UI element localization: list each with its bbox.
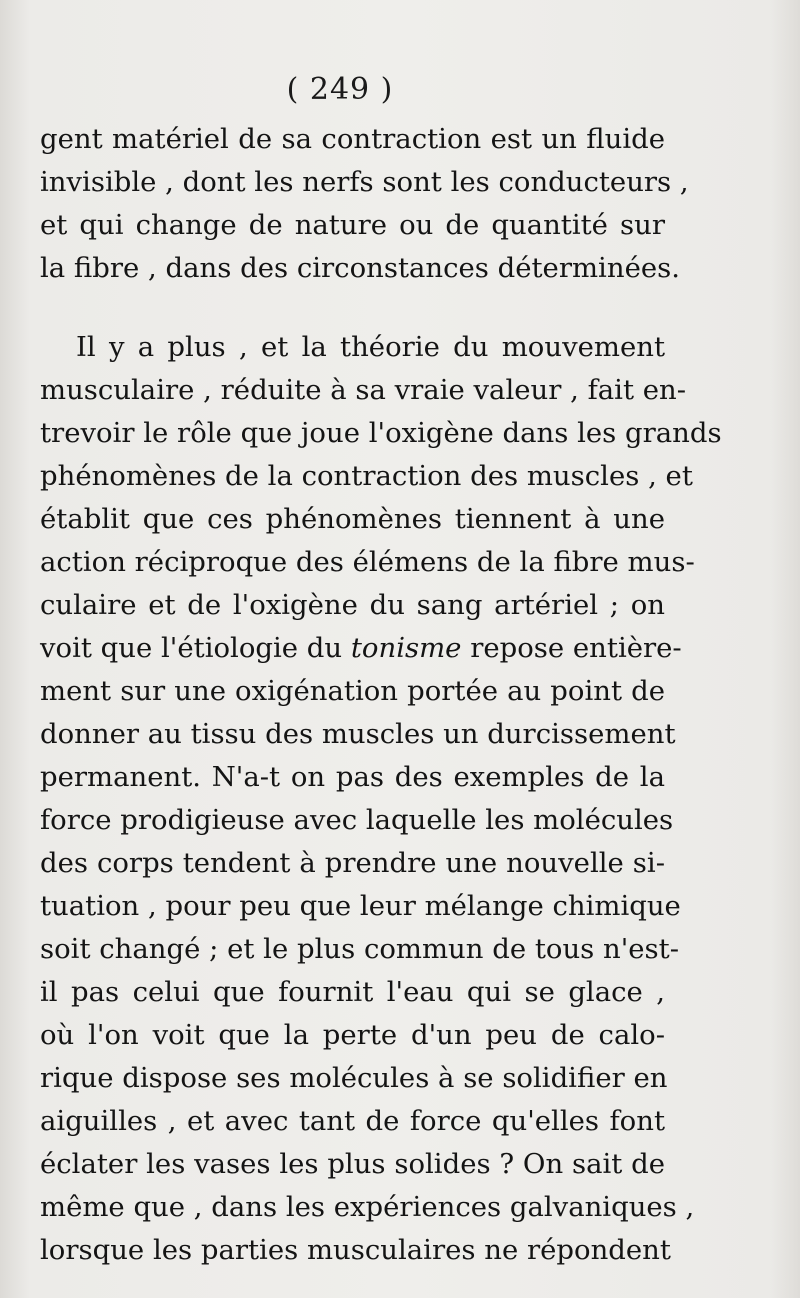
text-line: invisible , dont les nerfs sont les conducteurs , (40, 166, 689, 198)
text-line: force prodigieuse avec laquelle les molécules (40, 804, 674, 836)
text-line: lorsque les parties musculaires ne répondent (40, 1234, 671, 1266)
text-line: établit que ces phénomènes tiennent à une (40, 503, 665, 535)
text-line: musculaire , réduite à sa vraie valeur , fait en- (40, 374, 687, 406)
text-line: Il y a plus , et la théorie du mouvement (76, 331, 665, 363)
text-run: voit que l'étiologie du (40, 632, 351, 664)
text-line: action réciproque des élémens de la fibre mus- (40, 546, 695, 578)
text-line: la fibre , dans des circonstances déterminées. (40, 252, 680, 284)
text-line-with-italic (40, 627, 682, 670)
text-line: gent matériel de sa contraction est un fluide (40, 123, 665, 155)
text-line: culaire et de l'oxigène du sang artériel ; on (40, 589, 665, 621)
text-run: repose entière- (461, 632, 682, 664)
text-line: permanent. N'a-t on pas des exemples de la (40, 761, 665, 793)
body-text (40, 118, 722, 1272)
text-line: des corps tendent à prendre une nouvelle si- (40, 847, 665, 879)
page-number: ( 249 ) (286, 72, 394, 107)
paragraph-spacer (40, 290, 665, 326)
paragraph-2 (40, 326, 722, 1272)
text-line: il pas celui que fournit l'eau qui se glace , (40, 976, 665, 1008)
text-line: éclater les vases les plus solides ? On sait de (40, 1148, 665, 1180)
paragraph-1 (40, 118, 689, 290)
text-line: aiguilles , et avec tant de force qu'elles font (40, 1105, 665, 1137)
text-line: rique dispose ses molécules à se solidifier en (40, 1062, 668, 1094)
text-line: même que , dans les expériences galvaniques , (40, 1191, 695, 1223)
italic-term: tonisme (350, 632, 462, 664)
text-line: phénomènes de la contraction des muscles , et (40, 460, 693, 492)
text-line: donner au tissu des muscles un durcissement (40, 718, 676, 750)
text-line: où l'on voit que la perte d'un peu de calo- (40, 1019, 665, 1051)
text-line: trevoir le rôle que joue l'oxigène dans les grands (40, 417, 722, 449)
text-line: tuation , pour peu que leur mélange chimique (40, 890, 681, 922)
text-line: et qui change de nature ou de quantité sur (40, 209, 665, 241)
text-line: soit changé ; et le plus commun de tous n'est- (40, 933, 680, 965)
text-line: ment sur une oxigénation portée au point de (40, 675, 665, 707)
